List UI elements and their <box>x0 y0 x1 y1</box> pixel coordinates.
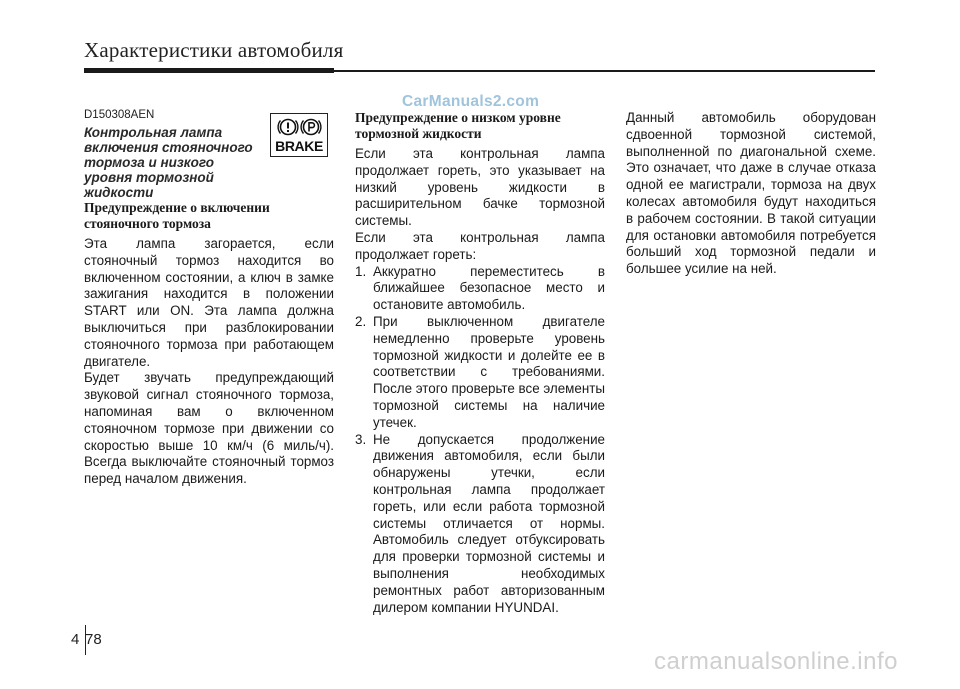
column-2 <box>355 110 605 616</box>
section-number: 4 <box>71 631 80 648</box>
section-italic-heading: Контрольная лампа включения стояночного тормоза и низкого уровня тормозной жидкости <box>84 125 253 200</box>
column-3 <box>626 110 876 278</box>
column-1-body <box>84 236 334 488</box>
list-item <box>355 264 605 314</box>
page-number <box>71 631 102 648</box>
header-rule <box>84 68 334 73</box>
parking-brake-warning-icon <box>270 113 328 157</box>
subheading-parking-brake: Предупреждение о включении стояночного тормоза <box>84 200 270 231</box>
column-3-body <box>626 110 876 278</box>
list-item <box>355 314 605 432</box>
paragraph: Если эта контрольная лампа продолжает гореть: <box>355 229 605 262</box>
watermark-bottom: carmanualsonline.info <box>654 648 898 675</box>
section-code: D150308AEN <box>84 109 155 121</box>
list-number: 1. <box>355 263 367 279</box>
list-item <box>355 432 605 617</box>
page-header-title: Характеристики автомобиля <box>84 38 344 62</box>
paragraph: Эта лампа загорается, если стояночный тормоз находится во включенном состоянии, а ключ в замке зажигания находится в положении START или ON. Эта лампа должна выключиться при разблокировании стояночного тормоза при работающем двигателе. <box>84 236 334 369</box>
list-number: 3. <box>355 431 367 447</box>
list-number: 2. <box>355 313 367 329</box>
subheading-low-brake-fluid: Предупреждение о низком уровне тормозной жидкости <box>355 110 561 141</box>
brake-label: BRAKE <box>275 138 323 154</box>
column-1 <box>84 200 334 488</box>
paragraph: Если эта контрольная лампа продолжает гореть, это указывает на низкий уровень жидкости в расширительном бачке тормозной системы. <box>355 146 605 229</box>
column-2-body <box>355 146 605 616</box>
paragraph: Данный автомобиль оборудован сдвоенной тормозной системой, выполненной по диагональной схеме. Это означает, что даже в случае отказа одной ее магистрали, тормоза на двух колесах автомобиля будут находиться в рабочем состоянии. В такой ситуации для остановки автомобиля потребуется больший ход тормозной педали и большее усилие на ней. <box>626 110 876 277</box>
page-number-value: 78 <box>85 631 102 648</box>
watermark-top: CarManuals2.com <box>402 93 540 110</box>
paragraph: Будет звучать предупреждающий звуковой сигнал стояночного тормоза, напоминая вам о включенном стояночном тормозе при движении со скоростью выше 10 км/ч (6 миль/ч). Всегда выключайте стояночный тормоз перед началом движения. <box>84 370 334 487</box>
list-text: Аккуратно переместитесь в ближайшее безопасное место и остановите автомобиль. <box>373 263 605 313</box>
list-text: Не допускается продолжение движения автомобиля, если были обнаружены утечки, если контрольная лампа продолжает гореть, или если работа тормозной системы отличается от нормы. Автомобиль следует отбуксировать для проверки тормозной системы и выполнения необходимых ремонтных работ авторизованным дилером компании HYUNDAI. <box>373 431 605 615</box>
list-text: При выключенном двигателе немедленно проверьте уровень тормозной жидкости и долейте ее в соответствии с требованиями. После этого проверьте все элементы тормозной системы на наличие утечек. <box>373 313 605 430</box>
steps-list <box>355 264 605 617</box>
header-rule-thin <box>334 70 875 72</box>
